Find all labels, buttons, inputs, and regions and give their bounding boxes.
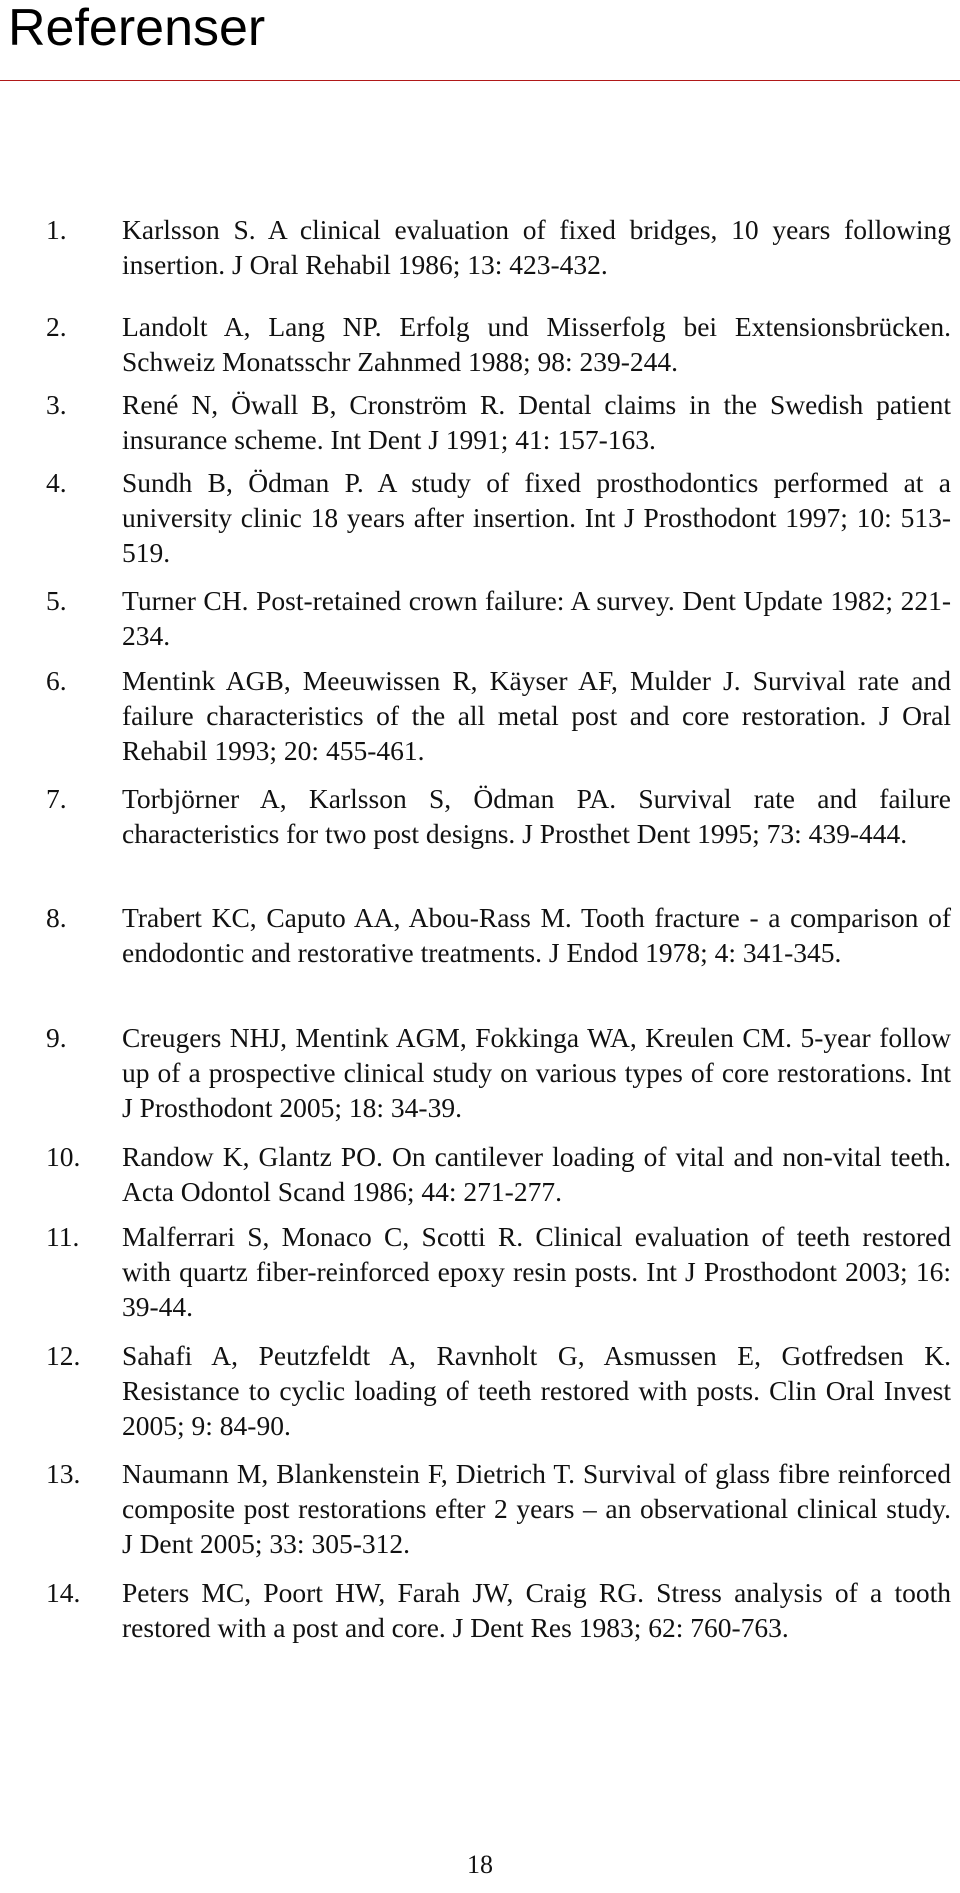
reference-text: Turner CH. Post-retained crown failure: A survey. Dent Update 1982; 221-234.	[122, 585, 951, 651]
reference-text: Landolt A, Lang NP. Erfolg und Misserfolg bei Extensionsbrücken. Schweiz Monatsschr Zahnmed 1988; 98: 239-244.	[122, 311, 951, 377]
reference-text: Peters MC, Poort HW, Farah JW, Craig RG. Stress analysis of a tooth restored with a post and core. J Dent Res 1983; 62: 760-763.	[122, 1577, 951, 1643]
reference-number: 10.	[46, 1141, 81, 1172]
reference-number: 13.	[46, 1458, 81, 1489]
reference-number: 4.	[46, 467, 67, 498]
reference-text: Sahafi A, Peutzfeldt A, Ravnholt G, Asmussen E, Gotfredsen K. Resistance to cyclic loading of teeth restored with posts. Clin Oral Invest 2005; 9: 84-90.	[122, 1340, 951, 1441]
page-title: Referenser	[8, 0, 266, 57]
reference-text: Sundh B, Ödman P. A study of fixed prosthodontics performed at a university clinic 18 years after insertion. Int J Prosthodont 1997; 10: 513-519.	[122, 467, 951, 568]
reference-text: Randow K, Glantz PO. On cantilever loading of vital and non-vital teeth. Acta Odontol Scand 1986; 44: 271-277.	[122, 1141, 951, 1207]
reference-number: 9.	[46, 1022, 67, 1053]
reference-text: Naumann M, Blankenstein F, Dietrich T. Survival of glass fibre reinforced composite post restorations efter 2 years – an observational clinical study. J Dent 2005; 33: 305-312.	[122, 1458, 951, 1559]
reference-number: 5.	[46, 585, 67, 616]
reference-number: 14.	[46, 1577, 81, 1608]
reference-number: 1.	[46, 214, 67, 245]
reference-text: Trabert KC, Caputo AA, Abou-Rass M. Tooth fracture - a comparison of endodontic and restorative treatments. J Endod 1978; 4: 341-345.	[122, 902, 951, 968]
reference-text: Karlsson S. A clinical evaluation of fixed bridges, 10 years following insertion. J Oral Rehabil 1986; 13: 423-432.	[122, 214, 951, 280]
reference-number: 3.	[46, 389, 67, 420]
reference-text: Creugers NHJ, Mentink AGM, Fokkinga WA, Kreulen CM. 5-year follow up of a prospective clinical study on various types of core restorations. Int J Prosthodont 2005; 18: 34-39.	[122, 1022, 951, 1123]
reference-text: Torbjörner A, Karlsson S, Ödman PA. Survival rate and failure characteristics for two post designs. J Prosthet Dent 1995; 73: 439-444.	[122, 783, 951, 849]
reference-number: 2.	[46, 311, 67, 342]
reference-number: 6.	[46, 665, 67, 696]
page-number: 18	[467, 1850, 493, 1879]
reference-number: 7.	[46, 783, 67, 814]
reference-number: 8.	[46, 902, 67, 933]
reference-number: 12.	[46, 1340, 81, 1371]
reference-number: 11.	[46, 1221, 80, 1252]
reference-text: Malferrari S, Monaco C, Scotti R. Clinical evaluation of teeth restored with quartz fiber-reinforced epoxy resin posts. Int J Prosthodont 2003; 16: 39-44.	[122, 1221, 951, 1322]
reference-text: René N, Öwall B, Cronström R. Dental claims in the Swedish patient insurance scheme. Int Dent J 1991; 41: 157-163.	[122, 389, 951, 455]
reference-text: Mentink AGB, Meeuwissen R, Käyser AF, Mulder J. Survival rate and failure characteristics of the all metal post and core restoration. J Oral Rehabil 1993; 20: 455-461.	[122, 665, 951, 766]
